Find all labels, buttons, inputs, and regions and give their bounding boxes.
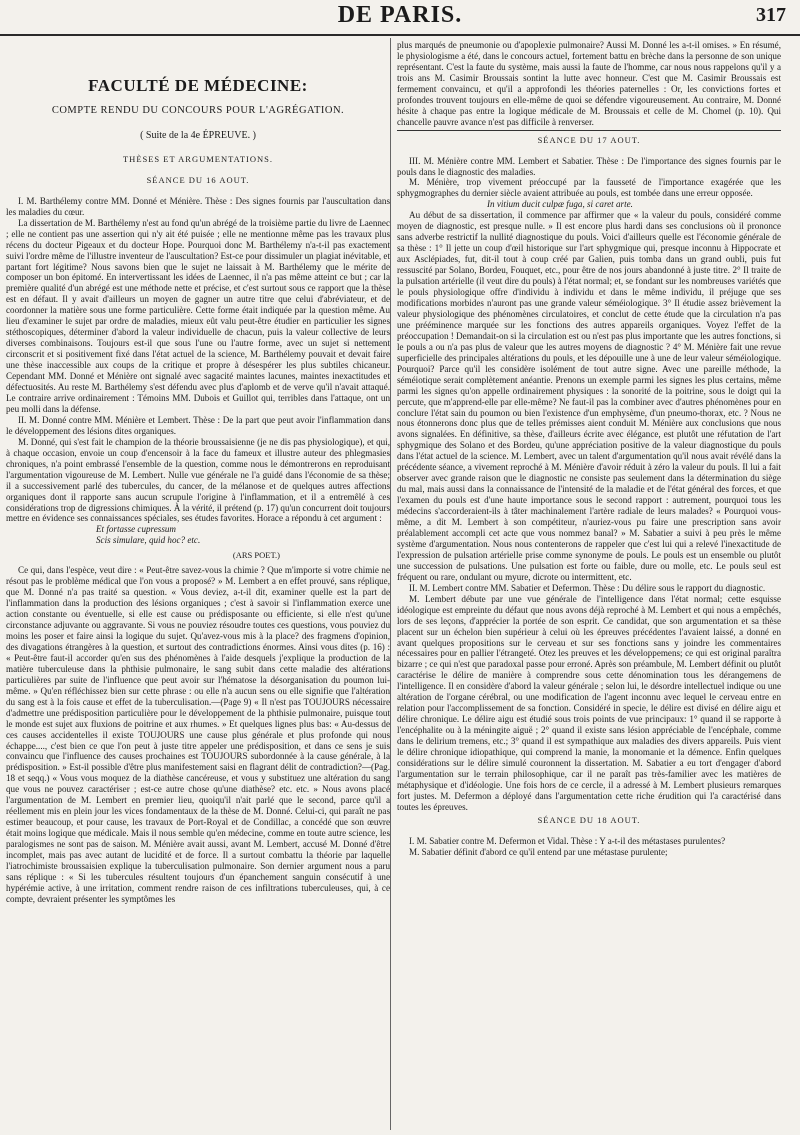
- paragraph: Ce qui, dans l'espèce, veut dire : « Peut-être savez-vous la chimie ? Que m'importe si votre chimie ne résout pas le problème médical que l'on vous a proposé? » M. Lembert a en effet prouvé, sans réplique, que M. Donné n'a pas traité sa question. « Vous deviez, a-t-il dit, examiner quelle est la part de l'inflammation dans la production des lésions organiques ; c'est à savoir si l'inflammation exerce une action constante ou éventuelle, si elle est cause ou prédisposante ou efficiente, si elle n'est qu'une circonstance adjuvante ou aggravante. Si vous ne pouviez résoudre toutes ces questions, vous pouviez du moins les poser et faire ainsi la logique du sujet. Qu'avez-vous mis à la place? des fragmens d'opinion, des divagations étrangères à la question, et surtout des contradictions énormes. Ainsi vous dites (p. 16) : « Peut-être faut-il accorder qu'en sus des phénomènes à l'aide desquels j'explique la production de la matière tuberculeuse dans la phthisie pulmonaire, le sang subit dans cette maladie des altérations particulières par suite de l'influence que peut avoir sur l'hématose la désorganisation du poumon lui-même. » Qu'en réfléchissez bien sur cette phrase : ou elle n'a aucun sens ou elle signifie que l'altération du sang est à la fois cause et effet de la tuberculisation.—(Page 9) « Il n'est pas TOUJOURS nécessaire d'admettre une prédisposition particulière pour le développement de la phthisie pulmonaire, puisque tout le monde est sujet aux fluxions de poitrine et aux rhumes. » Et quelques lignes plus bas: « Au-dessus de ces causes accidentelles il existe TOUJOURS une cause plus générale et plus profonde qui nous échappe...., c'est bien ce que l'on peut à juste titre appeler une prédisposition, et dans ce sens je suis convaincu que l'influence des causes prochaines est TOUJOURS subordonnée à la cause générale, à la prédisposition. » Est-il possible d'être plus manifestement saisi en flagrant délit de contradiction?—(Pag. 18 et seqq.) « Vous vous moquez de la diathèse cancéreuse, et vous y substituez une altération du sang que vous ne pouvez caractériser ; est-ce autre chose qu'une diathèse? etc. etc. » Nous avons placé l'argumentation de M. Lembert en premier lieu, quoiqu'il n'ait parlé que le second, parce qu'il a réellement mis en plein jour les vices fondamentaux de la thèse de M. Donné. Celui-ci, qui paraît ne pas estimer beaucoup, et pour cause, les travaux de Port-Royal et de Condillac, a concédé que son œuvre était moins logique que médicale. Mais il nous semble qu'en médecine, comme en toute autre science, les paralogismes ne sont pas de saison. M. Ménière avait aussi, avant M. Lembert, accusé M. Donné d'être incomplet, mais pas avec autant de lucidité et de force. Il a surtout combattu la théorie par laquelle l'iatrochimiste broussaisien explique la tuberculisation pulmonaire. Son dernier argument nous a paru sans réplique : « Si les tubercules résultent toujours d'un épanchement sanguin consécutif à une hypérémie active, à une irritation, comment rendre raison de ces infiltrations tuberculeuses, qui, à ce compte, devraient présenter les symptômes les: [6, 565, 390, 904]
- page-title: DE PARIS.: [337, 2, 463, 28]
- divider-rule: [397, 130, 781, 131]
- page-header: [0, 0, 800, 36]
- column-divider: [390, 38, 391, 1130]
- section-subtitle: COMPTE RENDU DU CONCOURS POUR L'AGRÉGATION.: [51, 105, 345, 116]
- suite-note: ( Suite de la 4e ÉPREUVE. ): [140, 129, 256, 141]
- paragraph: M. Donné, qui s'est fait le champion de la théorie broussaisienne (je ne dis pas physiologique), et qui, à chaque occasion, envoie un coup d'encensoir à la face du fameux et illustre auteur des phlegmasies chroniques, n'a point embrassé l'ensemble de la question, comme nous le démontrerons en reproduisant l'argumentation vigoureuse de M. Lembert. Nulle vue générale ne l'a guidé dans l'économie de sa thèse; il a successivement parlé des tubercules, du cancer, de la mélanose et de quelques autres affections organiques dont il rapporte sans aucun scrupule l'origine à l'inflammation, et il a entremêlé à ces considérations trop de digressions chimiques. À la vérité, il prétend (p. 17) qu'un concurrent doit toujours mettre en évidence ses connaissances spéciales, ses études favorites. Horace a répondu à cet argument :: [6, 436, 390, 524]
- quote-source: (ARS POET.): [232, 550, 280, 561]
- paragraph: Au début de sa dissertation, il commence par affirmer que « la valeur du pouls, considéré comme moyen de diagnostic, est presque nulle. » Il est encore plus hardi dans ses conclusions où il prononce sans adverbe restrictif la nullité diagnostique du pouls. Voici d'ailleurs quelle est l'économie générale de sa thèse : 1° Il jette un coup d'œil historique sur l'art sphygmique qui, presque inconnu à Hippocrate et aux Asclépiades, fut, dit-il tout à coup créé par Galien, puis tomba dans un grand oubli, puis fut ressuscité par Solano, Bordeu, Fouquet, etc., pour être de nos jours abandonné à juste titre. 2° Il traite de la pulsation artérielle (il veut dire du pouls) à l'état normal; et, se fondant sur les nombreuses variétés que le pouls physiologique offre d'individu à individu et dans le même individu, il préjuge que ses modifications morbides n'auront pas une grande valeur séméiologique. 3° Il étudie assez brièvement la valeur physiologique des phénomènes circulatoires, et conclut de cette étude que la circulation n'a pas une prééminence marquée sur les fonctions des autres appareils organiques. Voyez l'effet de la préoccupation ! Demandait-on si la circulation est ou n'est pas plus importante que les autres fonctions, si le pouls a ou n'a pas plus de valeur que les autres moyens de diagnostic ? 4° M. Ménière fait une revue superficielle des principales altérations du pouls, et les dépouille une à une de leur valeur séméiologique. Pourquoi? Parce qu'il les considère isolément de tout autre signe. Avec une pareille méthode, la séméiotique serait complètement anéantie. Prenons un exemple parmi les signes les plus certains, même parmi les signes qu'on appelle ordinairement physiques : la sonorité de la poitrine, sous le doigt qui la percute, que m'apprend-elle par elle-même? Ne faut-il pas la combiner avec d'autres phénomènes pour en conclure l'état sain du poumon ou bien l'existence d'un emphysème, d'un pneumo-thorax, etc. ? Nous ne nous étonnerons donc plus que de telles prémisses aient conduit M. Ménière aux conclusions que nous avons signalées. En définitive, sa thèse, d'ailleurs écrite avec élégance, est plutôt une réfutation de l'art sphygmique des Solano et des Bordeu, qu'une appréciation positive de la valeur diagnostique du pouls dans l'état actuel de la science. M. Lembert, avec un talent d'argumentation qu'il nous avait révélé dans la précédente séance, a vivement reproché à M. Ménière d'avoir réduit à zéro la valeur du pouls. Il lui a fait observer avec grande raison que le diagnostic ne consiste pas seulement dans la détermination du siège du mal, mais aussi dans la connaissance de l'intensité de la maladie et de l'état général des forces, et que l'examen du pouls est d'une haute importance sous le second rapport : autrement, pourquoi tous les médecins s'accorderaient-ils à tâter machinalement l'artère radiale de leurs malades? « Pourquoi vous-même, a dit M. Lembert à son compétiteur, n'auriez-vous pu faire une prescription sans avoir préalablement accompli cet acte que vous nommez banal? » M. Sabatier a suivi à peu près le même système d'argumentation. Nous nous contenterons de rappeler que c'est lui qui a relevé l'inexactitude de l'expression de pulsation artérielle prise comme synonyme de pouls. Le pouls est un ensemble ou plutôt une succession de pulsations. Une pulsation est forte ou faible, dure ou molle, etc. Le pouls seul est fréquent ou rare, ondulant ou myure, dicrote ou intermittent, etc.: [397, 210, 781, 582]
- seance-heading: SÉANCE DU 16 AOUT.: [146, 174, 250, 185]
- paragraph: I. M. Sabatier contre M. Defermon et Vidal. Thèse : Y a-t-il des métastases purulentes?: [409, 835, 726, 846]
- page-number: 317: [756, 4, 786, 26]
- seance-heading: SÉANCE DU 17 AOUT.: [537, 134, 641, 145]
- paragraph: La dissertation de M. Barthélemy n'est au fond qu'un abrégé de la troisième partie du livre de Laennec ; elle ne contient pas une assertion qui n'y ait été puisée ; elle ne mentionne même pas les travaux plus récens du docteur Pigeaux et du docteur Hope. Pourquoi donc M. Barthélemy n'a-t-il pas exactement suivi l'ordre même de l'illustre inventeur de l'auscultation? Est-ce pour dissimuler un plagiat inévitable, et partant fort légitime? Nous savons bien que le sujet ne laissait à M. Barthélemy que le mérite de composer un bon épitomé. En intervertissant les idées de Laennec, il n'a pas même atteint ce but ; car la première qualité d'un abrégé est une méthode nette et précise, et c'est surtout sous ce rapport que la thèse est en défaut. Il y avait d'ailleurs un moyen de gagner un autre titre que celui d'abréviateur, et de coordonner la matière sous une forme particulière. Cette forme était indiquée par la question même. Au lieu d'examiner le sujet par ordre de maladies, mieux eût valu peut-être étudier en particulier les signes stéthoscopiques, déterminer d'abord la valeur individuelle de chacun, puis la valeur collective de leurs diverses combinaisons. Toujours est-il que sous l'une ou l'autre forme, avec un sujet si nettement circonscrit et si positivement fixé dans l'état actuel de la science, M. Barthélemy pouvait et devait faire une thèse inaccessible aux coups de la critique et propre à désespérer les plus subtiles chicaneur. Cependant MM. Donné et Ménière ont signalé avec sagacité maintes lacunes, maintes inexactitudes et défectuosités. Au reste M. Barthélemy s'est défendu avec plus d'aplomb et de verve qu'il n'avait attaqué. Le contraire arrive ordinairement : Témoins MM. Dubois et Guillot qui, terribles dans l'attaque, ont un peu molli dans la défense.: [6, 217, 390, 414]
- left-column: [6, 40, 390, 1128]
- quote-line: Et fortasse cupressum: [96, 524, 176, 535]
- paragraph: II. M. Donné contre MM. Ménière et Lembert. Thèse : De la part que peut avoir l'inflammation dans le développement des lésions dites organiques.: [6, 414, 390, 436]
- right-column: [397, 40, 781, 1128]
- theses-heading: THÈSES ET ARGUMENTATIONS.: [122, 153, 273, 164]
- paragraph: I. M. Barthélemy contre MM. Donné et Ménière. Thèse : Des signes fournis par l'auscultation dans les maladies du cœur.: [6, 195, 390, 217]
- paragraph: M. Lembert débute par une vue générale de l'intelligence dans l'état normal; cette esquisse idéologique est empreinte du défaut que nous avons déjà reproché à M. Lembert et qui nous a empêchés, lors de ses leçons, d'apprécier la portée de son esprit. Ce candidat, que son argumentation et sa thèse placent sur un échelon bien supérieur à celui où les épreuves précédentes l'avaient laissé, a donné en avant quelques propositions sur le cerveau et sur ses fonctions sans y joindre les commentaires nécessaires pour en pallier l'étrangeté. Otez les preuves et les développemens; ce qui est original paraîtra bizarre ; ce qui n'est que paradoxal passe pour erroné. Après son préambule, M. Lembert définit ou plutôt caractérise le délire de manière à comprendre sous cette dénomination tous les dérangemens de l'intelligence. Il en considère d'abord la valeur générale ; selon lui, le désordre intellectuel indique ou une altération de l'organe cérébral, ou une modification de l'agent inconnu avec lequel le cerveau entre en relation pour l'accomplissement de sa fonction. Considéré in specie, le délire est divisé en délire aigu et délire chronique. Le délire aigu est étudié sous trois points de vue principaux: 1° quand il se rapporte à l'encéphalite ou à la méningite aiguë ; 2° quand il existe sans lésion appréciable de l'encéphale, comme dans le delirium tremens, etc.; 3° quand il est sympathique aux maladies des divers appareils. Puis vient le délire chronique idiopathique, qui comprend la manie, la monomanie et la démence. Enfin quelques considérations sur le délire simulé couronnent la dissertation. M. Sabatier a eu tort d'engager d'abord l'argumentation sur le terrain philosophique, car il ne paraît pas très-familier avec les matières de métaphysique et d'idéologie. Une fois hors de ce cercle, il a adressé à M. Lembert plusieurs remarques fort justes. M. Defermon a déployé dans l'argumentation cette riche érudition qui l'a caractérisé dans toutes les épreuves.: [397, 593, 781, 812]
- paragraph: plus marqués de pneumonie ou d'apoplexie pulmonaire? Aussi M. Donné les a-t-il omises. » En résumé, le physiologisme a été, dans le concours actuel, fortement battu en brèche dans la personne de son unique représentant. C'est la faute du système, mais aussi la faute de l'homme, car nous nous rappelons qu'il y a trois ans M. Casimir Broussais sontint la lutte avec honneur. C'est que M. Casimir Broussais est fermement convaincu, et qu'il a approfondi les théories paternelles : Or, les convictions fortes et profondes trouvent toujours en elle-même de quoi se défendre vigoureusement. Au contraire, M. Donné hésite à chaque pas entre la logique médicale de M. Broussais et celle de M. Chomel (p. 10). Qui chancelle pauvre avance n'est pas difficile à renverser.: [397, 40, 781, 127]
- faculty-heading: FACULTÉ DE MÉDECINE:: [88, 76, 308, 95]
- paragraph: M. Ménière, trop vivement préoccupé par la fausseté de l'importance exagérée que les sphygmographes du dernier siècle avaient attribuée au pouls, est tombée dans une erreur opposée.: [397, 177, 781, 199]
- paragraph: III. M. Ménière contre MM. Lembert et Sabatier. Thèse : De l'importance des signes fournis par le pouls dans le diagnostic des maladies.: [397, 155, 781, 177]
- seance-heading: SÉANCE DU 18 AOUT.: [537, 814, 641, 825]
- quote-line: Scis simulare, quid hoc? etc.: [96, 535, 201, 546]
- quote-line: In vitium ducit culpæ fuga, si caret arte.: [487, 199, 633, 210]
- paragraph: M. Sabatier définit d'abord ce qu'il entend par une métastase purulente;: [409, 846, 668, 857]
- paragraph: II. M. Lembert contre MM. Sabatier et Defermon. Thèse : Du délire sous le rapport du diagnostic.: [409, 582, 766, 593]
